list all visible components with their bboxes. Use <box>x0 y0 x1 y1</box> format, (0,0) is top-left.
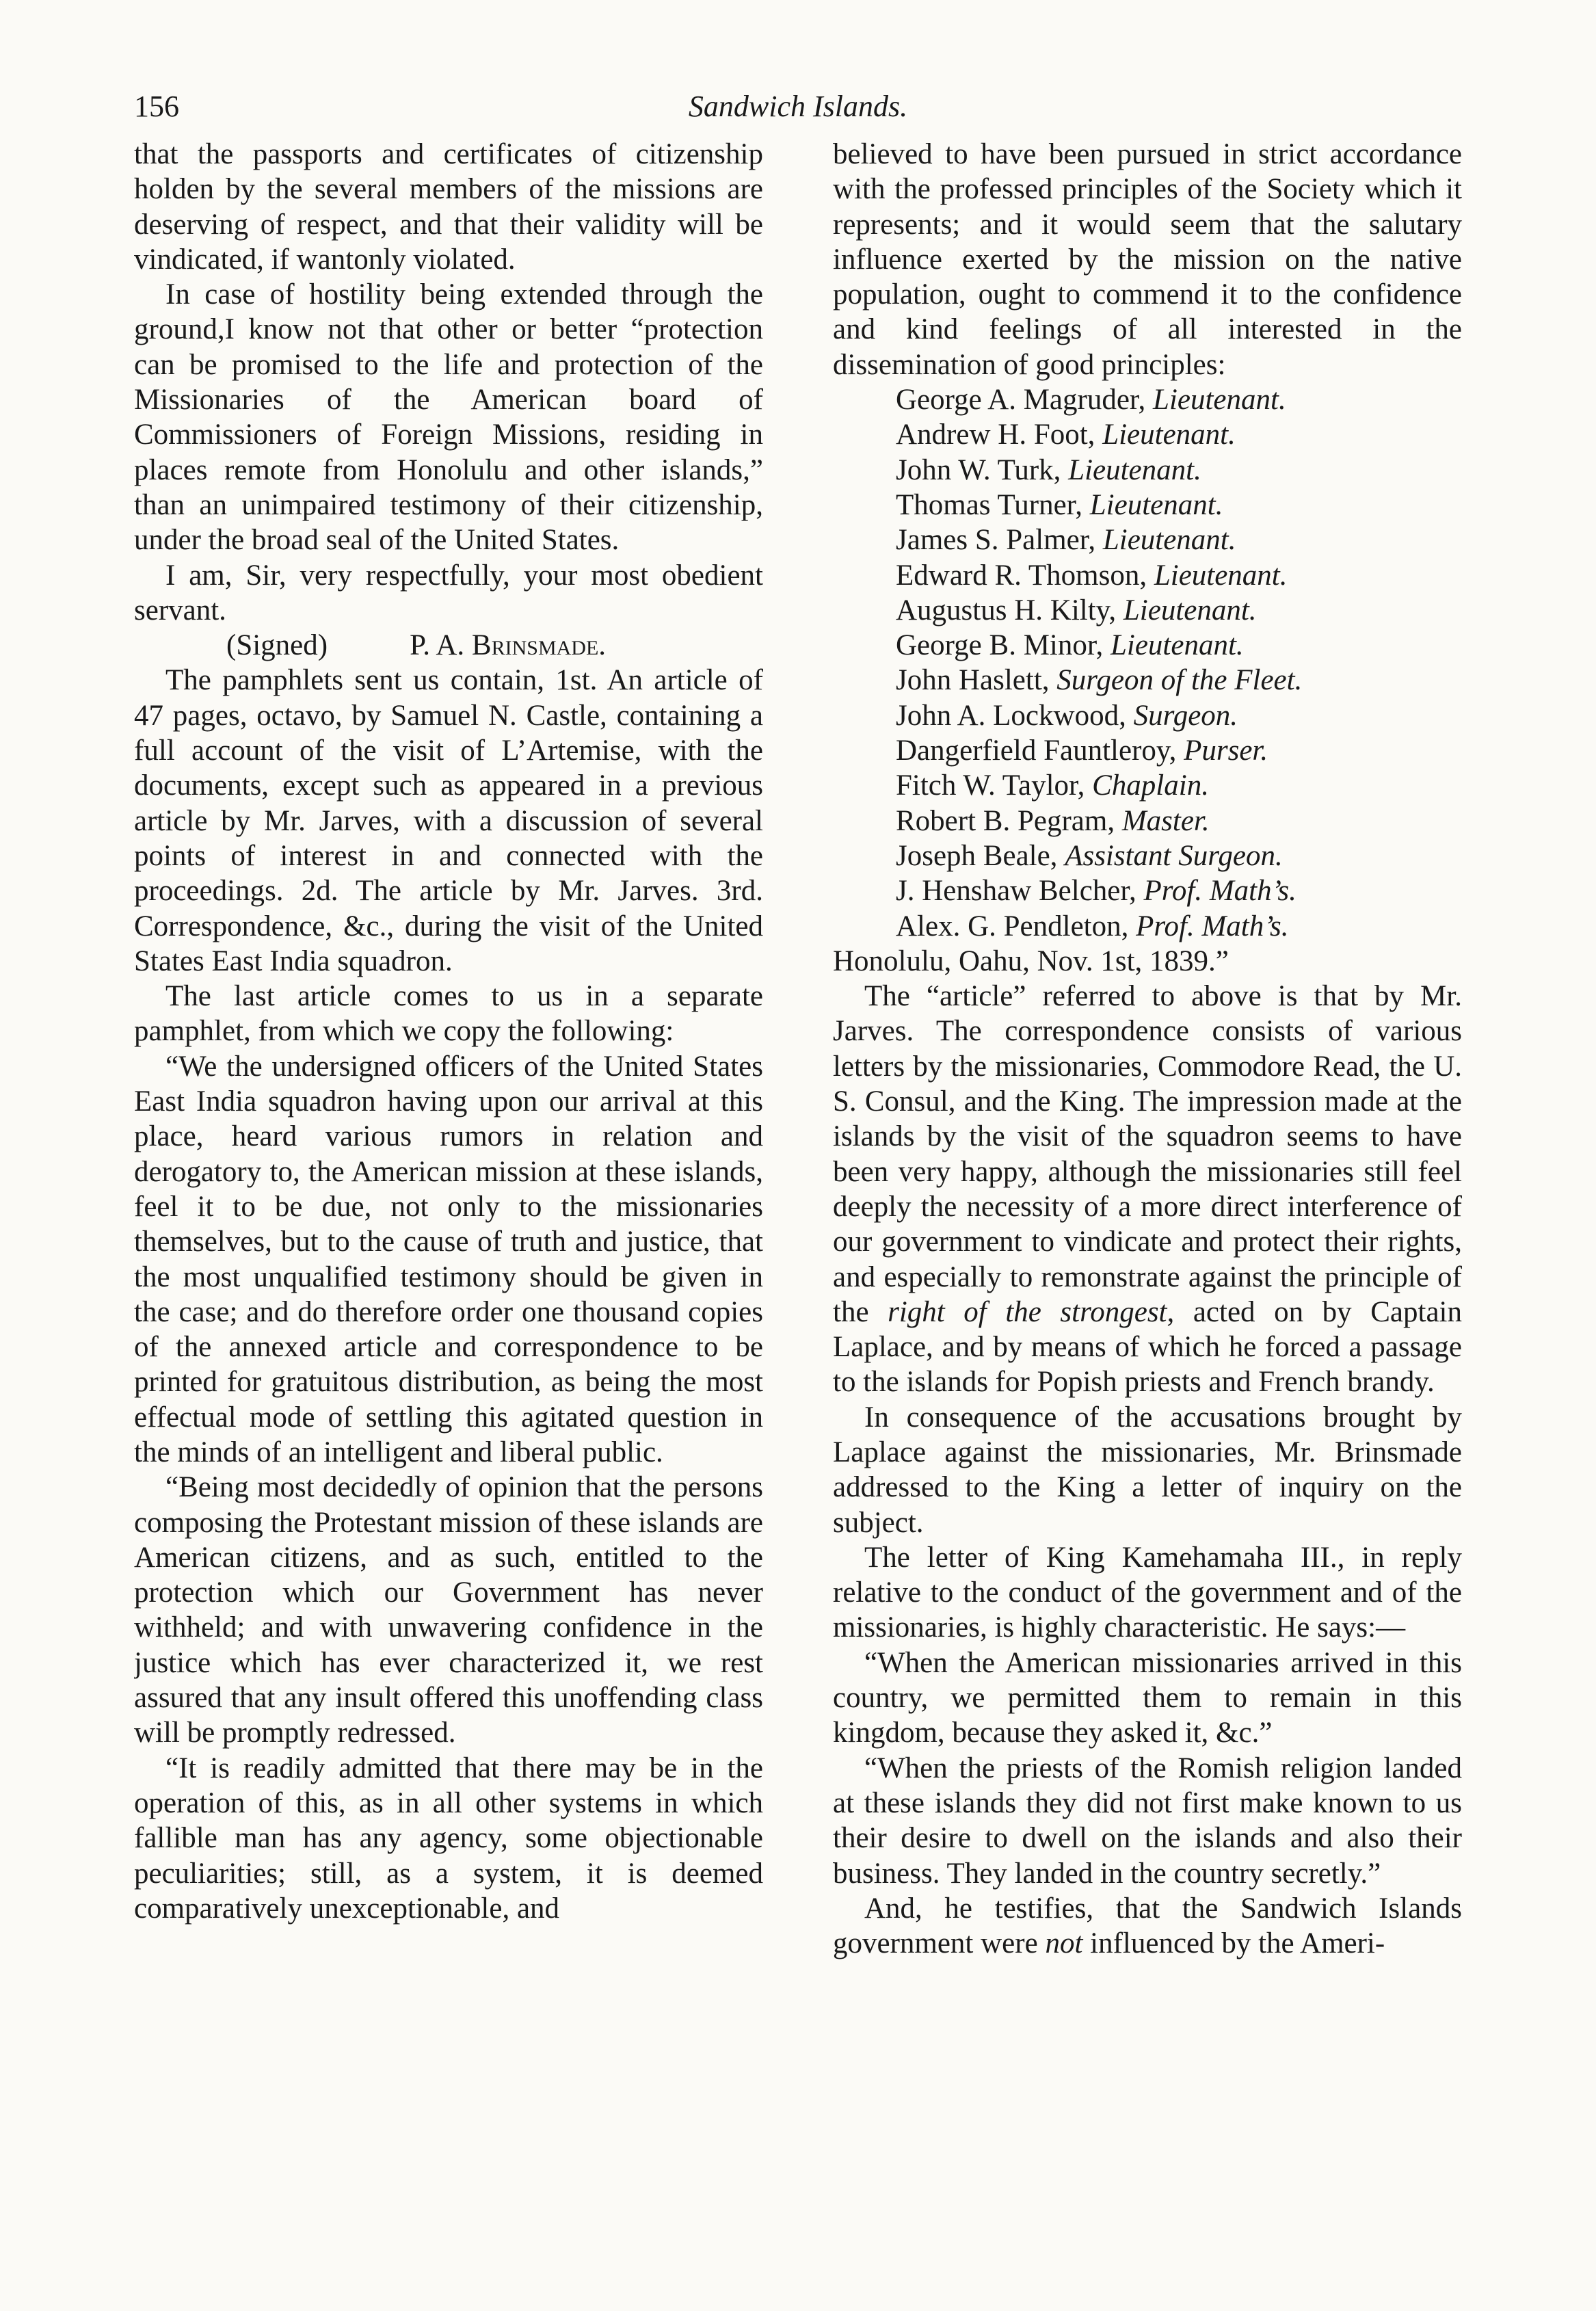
officer-entry <box>833 558 1462 593</box>
paragraph <box>833 1891 1462 1962</box>
officer-entry <box>833 628 1462 663</box>
officer-entry <box>833 909 1462 944</box>
officer-entry <box>833 523 1462 557</box>
paragraph: believed to have been pursued in strict accordance with the professed principles of the Society which it represents; and it would seem that the salutary influence exerted by the mission on the native population, ought to commend it to the confidence and kind feelings of all interested in the dissemination of good principles: <box>833 138 1462 381</box>
officer-entry <box>833 804 1462 838</box>
officer-name: Alex. G. Pendleton, <box>896 910 1129 942</box>
officer-rank: Lieutenant. <box>1102 419 1236 451</box>
officer-rank: Assistant Surgeon. <box>1065 839 1283 872</box>
paragraph: that the passports and certificates of citizenship holden by the several members of the missions are deserving of respect, and that their validity will be vindicated, if wantonly violated. <box>134 138 763 276</box>
quoted-paragraph: “When the priests of the Romish religion landed at these islands they did not first make known to us their desire to dwell on the islands and also their business. They landed in the country secretly.” <box>833 1752 1462 1890</box>
officer-rank: Prof. Math’s. <box>1143 875 1296 908</box>
officer-rank: Lieutenant. <box>1110 629 1244 662</box>
officer-name: Edward R. Thomson, <box>896 559 1147 592</box>
officer-rank: Chaplain. <box>1092 769 1209 802</box>
officer-name: George A. Magruder, <box>896 384 1146 417</box>
paragraph <box>833 979 1462 1400</box>
paragraph: In consequence of the accusations brought by Laplace against the missionaries, Mr. Brinsmade addressed to the King a letter of inquiry on the subject. <box>833 1401 1462 1539</box>
officer-entry <box>833 488 1462 523</box>
officer-entry <box>833 838 1462 873</box>
officer-rank: Master. <box>1121 804 1210 837</box>
officer-name: James S. Palmer, <box>896 524 1096 557</box>
officer-rank: Lieutenant. <box>1089 488 1223 521</box>
officer-rank: Lieutenant. <box>1102 524 1236 557</box>
officer-name: John A. Lockwood, <box>896 699 1126 732</box>
signature-line <box>134 628 763 663</box>
officer-rank: Purser. <box>1184 735 1268 767</box>
officer-name: J. Henshaw Belcher, <box>896 875 1136 908</box>
officer-rank: Surgeon of the Fleet. <box>1056 664 1303 697</box>
signed-label: (Signed) <box>226 629 328 662</box>
running-head <box>134 86 1462 127</box>
officer-name: George B. Minor, <box>896 629 1104 662</box>
paragraph: The last article comes to us in a separate pamphlet, from which we copy the following: <box>134 980 763 1048</box>
officer-rank: Lieutenant. <box>1154 559 1288 592</box>
officer-name: Augustus H. Kilty, <box>896 594 1117 626</box>
dateline: Honolulu, Oahu, Nov. 1st, 1839.” <box>833 945 1229 977</box>
officer-rank: Prof. Math’s. <box>1136 910 1289 942</box>
officer-entry <box>833 382 1462 417</box>
paragraph: The letter of King Kamehamaha III., in reply relative to the conduct of the government and of the missionaries, is highly characteristic. He says:— <box>833 1541 1462 1644</box>
officer-entry <box>833 663 1462 698</box>
officer-rank: Lieutenant. <box>1153 384 1286 417</box>
officer-name: Joseph Beale, <box>896 839 1058 872</box>
officer-name: Dangerfield Fauntleroy, <box>896 735 1177 767</box>
quoted-paragraph: “It is readily admitted that there may be in the operation of this, as in all other systems in which fallible man has any agency, some objectionable peculiarities; still, as a system, it is deemed comparatively unexceptionable, and <box>134 1752 763 1925</box>
officer-name: Fitch W. Taylor, <box>896 769 1085 802</box>
officer-rank: Lieutenant. <box>1068 453 1201 486</box>
paragraph-text: And, he testifies, that the Sandwich Islands government were <box>833 1892 1462 1960</box>
officer-entry <box>833 417 1462 452</box>
right-column <box>833 137 1462 2264</box>
officer-name: Andrew H. Foot, <box>896 419 1095 451</box>
running-title: Sandwich Islands. <box>688 90 908 123</box>
officer-name: John W. Turk, <box>896 453 1061 486</box>
paragraph-text: acted on by Captain Laplace, and by means of which he forced a passage to the islands for Popish priests and French brandy. <box>833 1295 1462 1399</box>
paragraph-text: influenced by the Ameri- <box>1082 1927 1385 1960</box>
officer-rank: Lieutenant. <box>1123 594 1257 626</box>
officer-entry <box>833 768 1462 803</box>
officer-entry <box>833 733 1462 768</box>
paragraph: The pamphlets sent us contain, 1st. An article of 47 pages, octavo, by Samuel N. Castle, containing a full account of the visit of L’Artemise, with the documents, except such as appeared in a previous article by Mr. Jarves, with a discussion of several points of interest in and connected with the proceedings. 2d. The article by Mr. Jarves. 3rd. Correspondence, &c., during the visit of the United States East India squadron. <box>134 664 763 977</box>
signatory-name: P. A. Brinsmade. <box>410 629 607 662</box>
quoted-paragraph: “Being most decidedly of opinion that the persons composing the Protestant mission of these islands are American citizens, and as such, entitled to the protection which our Government has never withheld; and with unwavering confidence in the justice which has ever characterized it, we rest assured that any insult offered this unoffending class will be promptly redressed. <box>134 1471 763 1749</box>
officer-entry <box>833 698 1462 733</box>
officer-name: John Haslett, <box>896 664 1050 697</box>
quoted-paragraph: “When the American missionaries arrived in this country, we permitted them to remain in this kingdom, because they asked it, &c.” <box>833 1646 1462 1749</box>
page-number: 156 <box>134 90 179 123</box>
left-column <box>134 137 763 2264</box>
officer-rank: Surgeon. <box>1133 699 1238 732</box>
officer-entry <box>833 453 1462 488</box>
paragraph: In case of hostility being extended through the ground,I know not that other or better “protection can be promised to the life and protection of the Missionaries of the American board of Commissioners of Foreign Missions, residing in places remote from Honolulu and other islands,” than an unimpaired testimony of their citizenship, under the broad seal of the United States. <box>134 278 763 557</box>
officer-name: Thomas Turner, <box>896 488 1083 521</box>
quoted-paragraph: “We the undersigned officers of the United States East India squadron having upon our arrival at this place, heard various rumors in relation and derogatory to, the American mission at these islands, feel it to be due, not only to the missionaries themselves, but to the cause of truth and justice, that the most unqualified testimony should be given in the case; and do therefore order one thousand copies of the annexed article and correspondence to be printed for gratuitous distribution, as being the most effectual mode of settling this agitated question in the minds of an intelligent and liberal public. <box>134 1050 763 1468</box>
emphasis: right of the strongest, <box>888 1295 1175 1328</box>
officer-entry <box>833 593 1462 628</box>
officer-list <box>833 382 1462 944</box>
paragraph: I am, Sir, very respectfully, your most obedient servant. <box>134 559 763 626</box>
paragraph-text: The “article” referred to above is that by Mr. Jarves. The correspondence consists of various letters by the missionaries, Commodore Read, the U. S. Consul, and the King. The impression made at the islands by the visit of the squadron seems to have been very happy, although the missionaries still feel deeply the necessity of a more direct interference of our government to vindicate and protect their rights, and especially to remonstrate against the principle of the <box>833 980 1462 1328</box>
officer-entry <box>833 873 1462 908</box>
emphasis: not <box>1045 1927 1083 1960</box>
officer-name: Robert B. Pegram, <box>896 804 1115 837</box>
